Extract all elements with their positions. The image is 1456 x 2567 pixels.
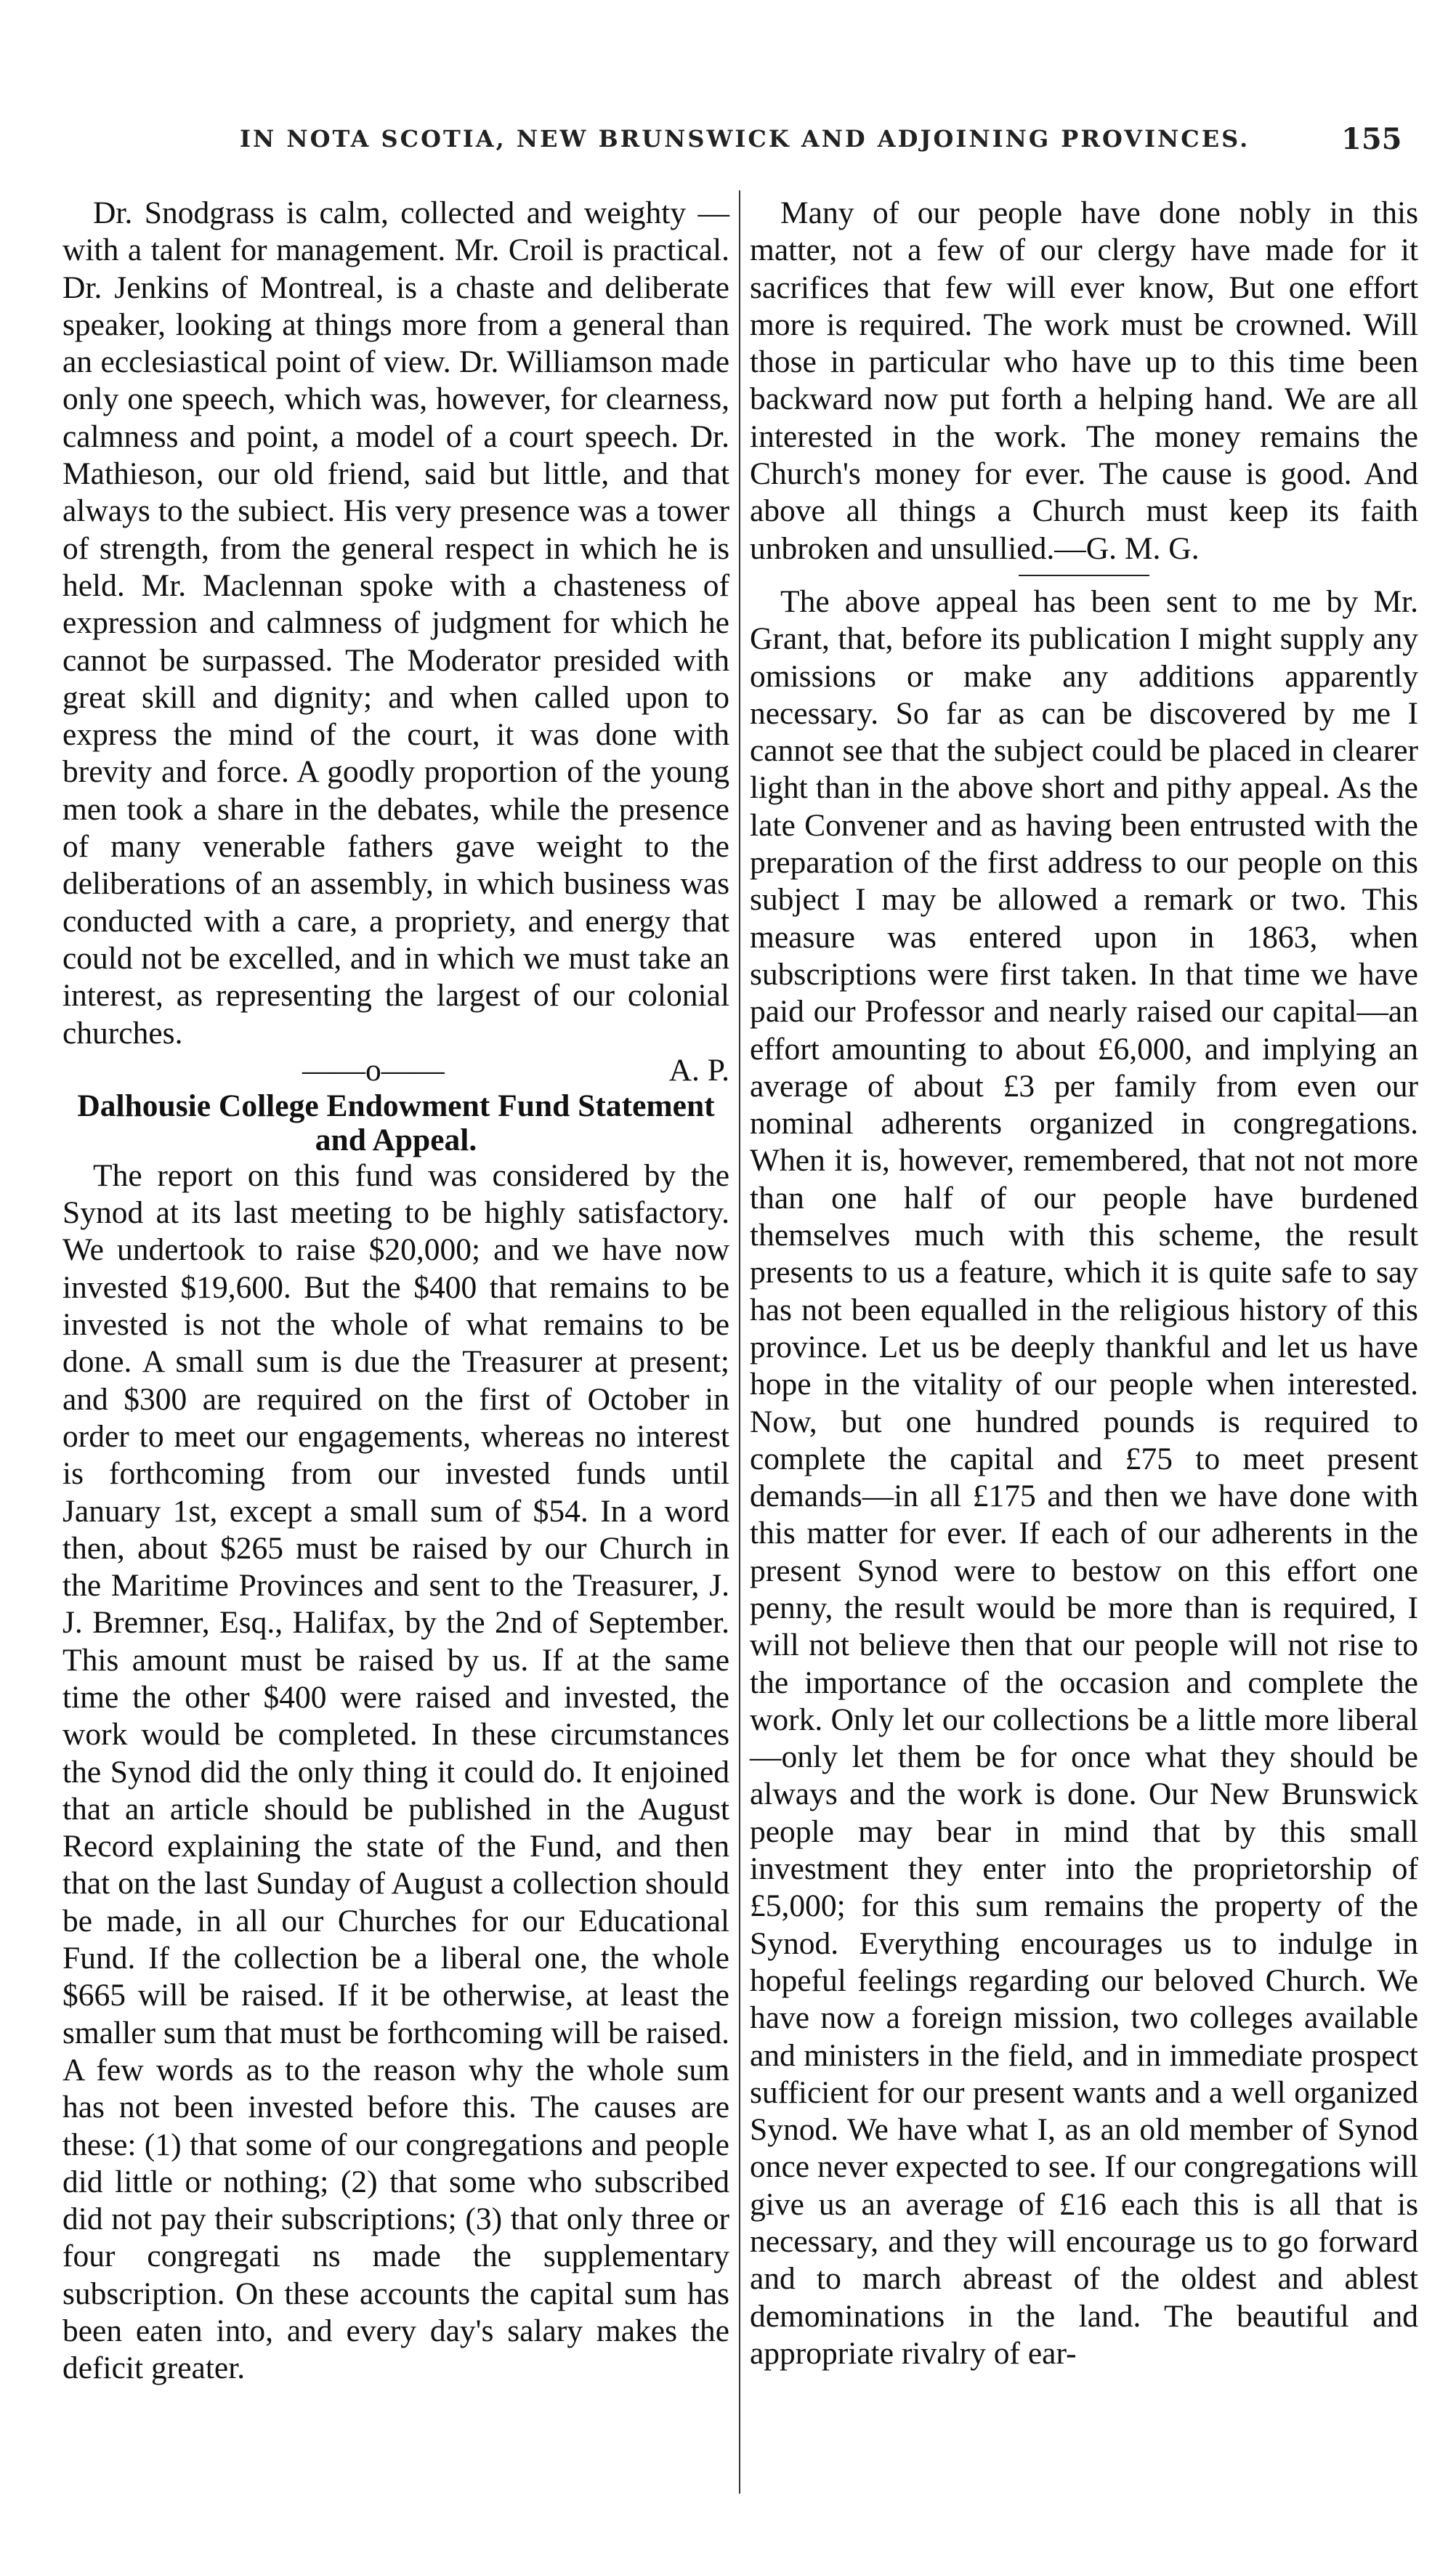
column-divider (739, 190, 740, 2494)
running-title: IN NOTA SCOTIA, NEW BRUNSWICK AND ADJOINING PROVINCES. (240, 125, 1250, 153)
page-number: 155 (1341, 122, 1402, 156)
article-paragraph: The report on this fund was considered by the Synod at its last meeting to be highly satisfactory. We undertook to raise $20,000; and we have now invested $19,600. But the $400 that remains to be invested is not the whole of what remains to be done. A small sum is due the Treasurer at present; and $300 are required on the first of October in order to meet our engagements, whereas no interest is forthcoming from our invested funds until January 1st, except a small sum of $54. In a word then, about $265 must be raised by our Church in the Maritime Provinces and sent to the Treasurer, J. J. Bremner, Esq., Halifax, by the 2nd of September. This amount must be raised by us. If at the same time the other $400 were raised and invested, the work would be completed. In these circumstances the Synod did the only thing it could do. It enjoined that an article should be published in the August Record explaining the state of the Fund, and then that on the last Sunday of August a collection should be made, in all our Churches for our Educational Fund. If the collection be a liberal one, the whole $665 will be raised. If it be otherwise, at least the smaller sum that must be forthcoming will be raised. A few words as to the reason why the whole sum has not been invested before this. The causes are these: (1) that some of our congregations and people did little or nothing; (2) that some who subscribed did not pay their subscriptions; (3) that only three or four congregati ns made the supplementary subscription. On these accounts the capital sum has been eaten into, and every day's salary makes the deficit greater. (62, 1157, 729, 2386)
separator-mark: ——o—— (302, 1052, 445, 1088)
left-column (62, 195, 729, 2388)
article-paragraph: Dr. Snodgrass is calm, collected and weighty —with a talent for management. Mr. Croil is practical. Dr. Jenkins of Montreal, is a chaste and deliberate speaker, looking at things more from a general than an ecclesiastical point of view. Dr. Williamson made only one speech, which was, however, for clearness, calmness and point, a model of a court speech. Dr. Mathieson, our old friend, said but little, and that always to the subiect. His very presence was a tower of strength, from the general respect in which he is held. Mr. Maclennan spoke with a chasteness of expression and calmness of judgment for which he cannot be surpassed. The Moderator presided with great skill and dignity; and when called upon to express the mind of the court, it was done with brevity and force. A goodly proportion of the young men took a share in the debates, while the presence of many venerable fathers gave weight to the deliberations of an assembly, in which business was conducted with a care, a propriety, and energy that could not be excelled, and in which we must take an interest, as representing the largest of our colonial churches. (62, 195, 729, 1051)
right-column (750, 195, 1418, 2372)
author-signature: A. P. (668, 1052, 729, 1088)
section-separator (62, 1052, 729, 1089)
article-paragraph: Many of our people have done nobly in this matter, not a few of our clergy have made for it sacrifices that few will ever know, But one effort more is required. The work must be crowned. Will those in particular who have up to this time been backward now put forth a helping hand. We are all interested in the work. The money remains the Church's money for ever. The cause is good. And above all things a Church must keep its faith unbroken and unsullied.—G. M. G. (750, 195, 1418, 566)
section-rule (1019, 575, 1149, 576)
article-heading: Dalhousie College Endowment Fund Statement and Appeal. (77, 1088, 715, 1157)
article-paragraph: The above appeal has been sent to me by Mr. Grant, that, before its publication I might supply any omissions or make any additions apparently necessary. So far as can be discovered by me I cannot see that the subject could be placed in clearer light than in the above short and pithy appeal. As the late Convener and as having been entrusted with the preparation of the first address to our people on this subject I may be allowed a remark or two. This measure was entered upon in 1863, when subscriptions were first taken. In that time we have paid our Professor and nearly raised our capital—an effort amounting to about £6,000, and implying an average of about £3 per family from even our nominal adherents organized in congregations. When it is, however, remembered, that not not more than one half of our people have burdened themselves much with this scheme, the result presents to us a feature, which it is quite safe to say has not been equalled in the religious history of this province. Let us be deeply thankful and let us have hope in the vitality of our people when interested. Now, but one hundred pounds is required to complete the capital and £75 to meet present demands—in all £175 and then we have done with this matter for ever. If each of our adherents in the present Synod were to bestow on this effort one penny, the result would be more than is required, I will not believe then that our people will not rise to the importance of the occasion and complete the work. Only let our collections be a little more liberal—only let them be for once what they should be always and the work is done. Our New Brunswick people may bear in mind that by this small investment they enter into the proprietorship of £5,000; for this sum remains the property of the Synod. Everything encourages us to indulge in hopeful feelings regarding our beloved Church. We have now a foreign mission, two colleges available and ministers in the field, and in immediate prospect sufficient for our present wants and a well organized Synod. We have what I, as an old member of Synod once never expected to see. If our congregations will give us an average of £16 each this is all that is necessary, and they will encourage us to go forward and to march abreast of the oldest and ablest demominations in the land. The beautiful and appropriate rivalry of ear- (750, 583, 1418, 2371)
